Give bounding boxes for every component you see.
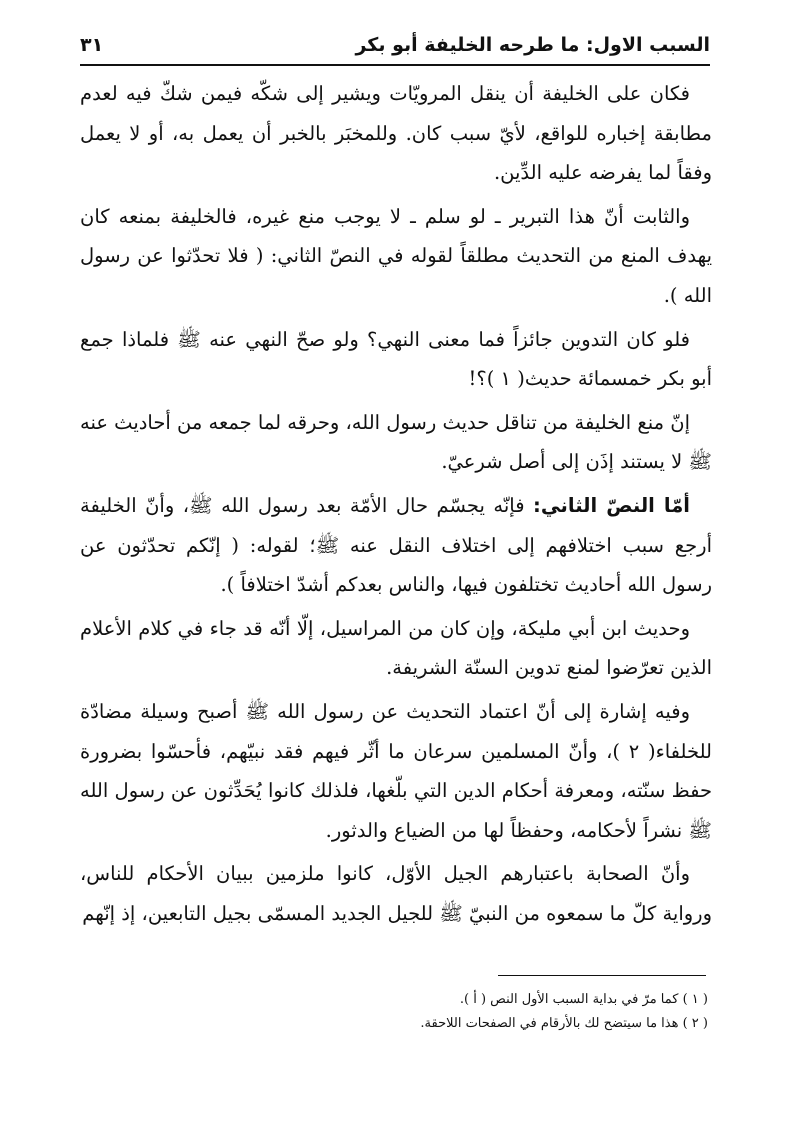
paragraph-7: وفيه إشارة إلى أنّ اعتماد التحديث عن رسول الله ﷺ أصبح وسيلة مضادّة للخلفاء( ٢ )، وأنّ المسلمين سرعان ما أثّر فيهم فقد نبيّهم، فأحسّوا بضرورة حفظ سنّته، ومعرفة أحكام الدين التي بلّغها، فلذلك كانوا يُحَدِّثون عن رسول الله ﷺ نشراً لأحكامه، وحفظاً لها من الضياع والدثور. bbox=[80, 699, 712, 842]
paragraph-3: فلو كان التدوين جائزاً فما معنى النهي؟ ولو صحّ النهي عنه ﷺ فلماذا جمع أبو بكر خمسمائة حديث( ١ )؟! bbox=[80, 327, 712, 391]
page-number: ٣١ bbox=[80, 34, 104, 56]
footnote-1: ( ١ ) كما مرّ في بداية السبب الأول النص ( أ ). bbox=[459, 992, 708, 1007]
footnote-2: ( ٢ ) هذا ما سيتضح لك بالأرقام في الصفحات اللاحقة. bbox=[420, 1016, 708, 1031]
paragraph-6: وحديث ابن أبي مليكة، وإن كان من المراسيل، إلّا أنّه قد جاء في كلام الأعلام الذين تعرّضوا لمنع تدوين السنّة الشريفة. bbox=[80, 616, 712, 680]
paragraph-2: والثابت أنّ هذا التبرير ـ لو سلم ـ لا يوجب منع غيره، فالخليفة بمنعه كان يهدف المنع من التحديث مطلقاً لقوله في النصّ الثاني: ( فلا تحدّثوا عن رسول الله ). bbox=[80, 204, 712, 307]
footnote-separator bbox=[498, 975, 706, 976]
paragraph-4: إنّ منع الخليفة من تناقل حديث رسول الله، وحرقه لما جمعه من أحاديث عنه ﷺ لا يستند إذَن إلى أصل شرعيّ. bbox=[80, 410, 712, 474]
body-text bbox=[80, 74, 712, 933]
running-header bbox=[80, 28, 710, 66]
header-title: السبب الاول: ما طرحه الخليفة أبو بكر bbox=[355, 34, 710, 56]
paragraph-1: فكان على الخليفة أن ينقل المرويّات ويشير إلى شكّه فيمن شكّ فيه لعدم مطابقة إخباره للواقع، لأيّ سبب كان. وللمخبَر بالخبر أن يعمل به، أو لا يعمل وفقاً لما يفرضه عليه الدِّين. bbox=[80, 82, 712, 185]
section-lead: أمّا النصّ الثاني: bbox=[533, 493, 690, 517]
footnotes bbox=[80, 988, 708, 1036]
paragraph-8: وأنّ الصحابة باعتبارهم الجيل الأوّل، كانوا ملزمين ببيان الأحكام للناس، ورواية كلّ ما سمعوه من النبيّ ﷺ للجيل الجديد المسمّى بجيل التابعين، إذ إنّهم bbox=[80, 862, 712, 925]
paragraph-5-text: فإنّه يجسّم حال الأمّة بعد رسول الله ﷺ، وأنّ الخليفة أرجع سبب اختلافهم إلى اختلاف النقل عنه ﷺ؛ لقوله: ( إنّكم تحدّثون عن رسول الله أحاديث تختلفون فيها، والناس بعدكم أشدّ اختلافاً ). bbox=[80, 493, 712, 597]
paragraph-5 bbox=[80, 486, 712, 605]
